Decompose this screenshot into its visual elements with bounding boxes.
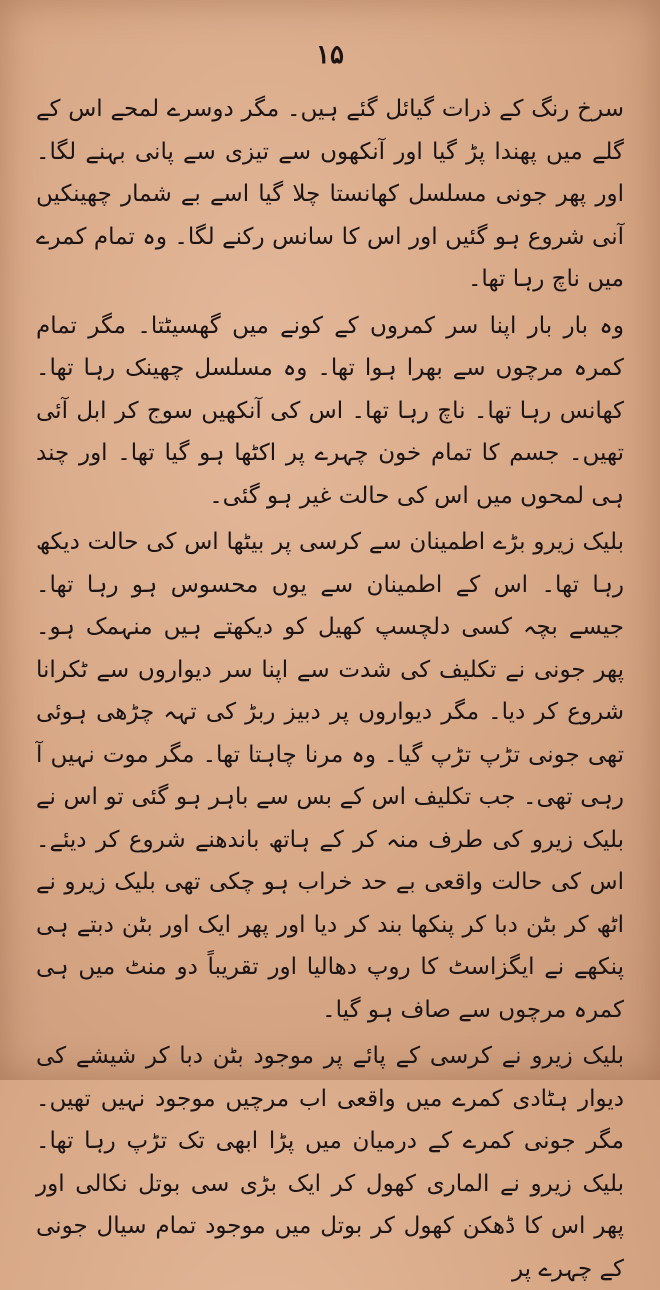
page-number: ۱۵ <box>316 40 344 70</box>
paragraph-3: بلیک زیرو بڑے اطمینان سے کرسی پر بیٹھا اس کی حالت دیکھ رہا تھا۔ اس کے اطمینان سے یوں محسوس ہو رہا تھا۔ جیسے بچہ کسی دلچسپ کھیل کو دیکھتے ہیں منہمک ہو۔ پھر جونی نے تکلیف کی شدت سے اپنا سر دیواروں سے ٹکرانا شروع کر دیا۔ مگر دیواروں پر دبیز ربڑ کی تہہ چڑھی ہوئی تھی جونی تڑپ تڑپ گیا۔ وہ مرنا چاہتا تھا۔ مگر موت نہیں آ رہی تھی۔ جب تکلیف اس کے بس سے باہر ہو گئی تو اس نے بلیک زیرو کی طرف منہ کر کے ہاتھ باندھنے شروع کر دیئے۔ اس کی حالت واقعی بے حد خراب ہو چکی تھی بلیک زیرو نے اٹھ کر بٹن دبا کر پنکھا بند کر دیا اور پھر ایک اور بٹن دبتے ہی پنکھے نے ایگزاسٹ کا روپ دھالیا اور تقریباً دو منٹ میں ہی کمرہ مرچوں سے صاف ہو گیا۔ <box>36 529 624 1023</box>
paragraph-4: بلیک زیرو نے کرسی کے پائے پر موجود بٹن دبا کر شیشے کی دیوار ہٹادی کمرے میں واقعی اب مرچیں موجود نہیں تھیں۔ مگر جونی کمرے کے درمیان میں پڑا ابھی تک تڑپ رہا تھا۔ بلیک زیرو نے الماری کھول کر ایک بڑی سی بوتل نکالی اور پھر اس کا ڈھکن کھول کر بوتل میں موجود تمام سیال جونی کے چہرے پر <box>36 1043 624 1282</box>
paragraph-2: وہ بار بار اپنا سر کمروں کے کونے میں گھسیٹتا۔ مگر تمام کمرہ مرچوں سے بھرا ہوا تھا۔ وہ مسلسل چھینک رہا تھا۔ کھانس رہا تھا۔ ناچ رہا تھا۔ اس کی آنکھیں سوج کر ابل آئی تھیں۔ جسم کا تمام خون چہرے پر اکٹھا ہو گیا تھا۔ اور چند ہی لمحوں میں اس کی حالت غیر ہو گئی۔ <box>36 312 624 509</box>
body-text <box>36 88 624 1290</box>
paragraph-1: سرخ رنگ کے ذرات گیائل گئے ہیں۔ مگر دوسرے لمحے اس کے گلے میں پھندا پڑ گیا اور آنکھوں سے تیزی سے پانی بہنے لگا۔ اور پھر جونی مسلسل کھانستا چلا گیا اسے بے شمار چھینکیں آنی شروع ہو گئیں اور اس کا سانس رکنے لگا۔ وہ تمام کمرے میں ناچ رہا تھا۔ <box>36 96 624 292</box>
